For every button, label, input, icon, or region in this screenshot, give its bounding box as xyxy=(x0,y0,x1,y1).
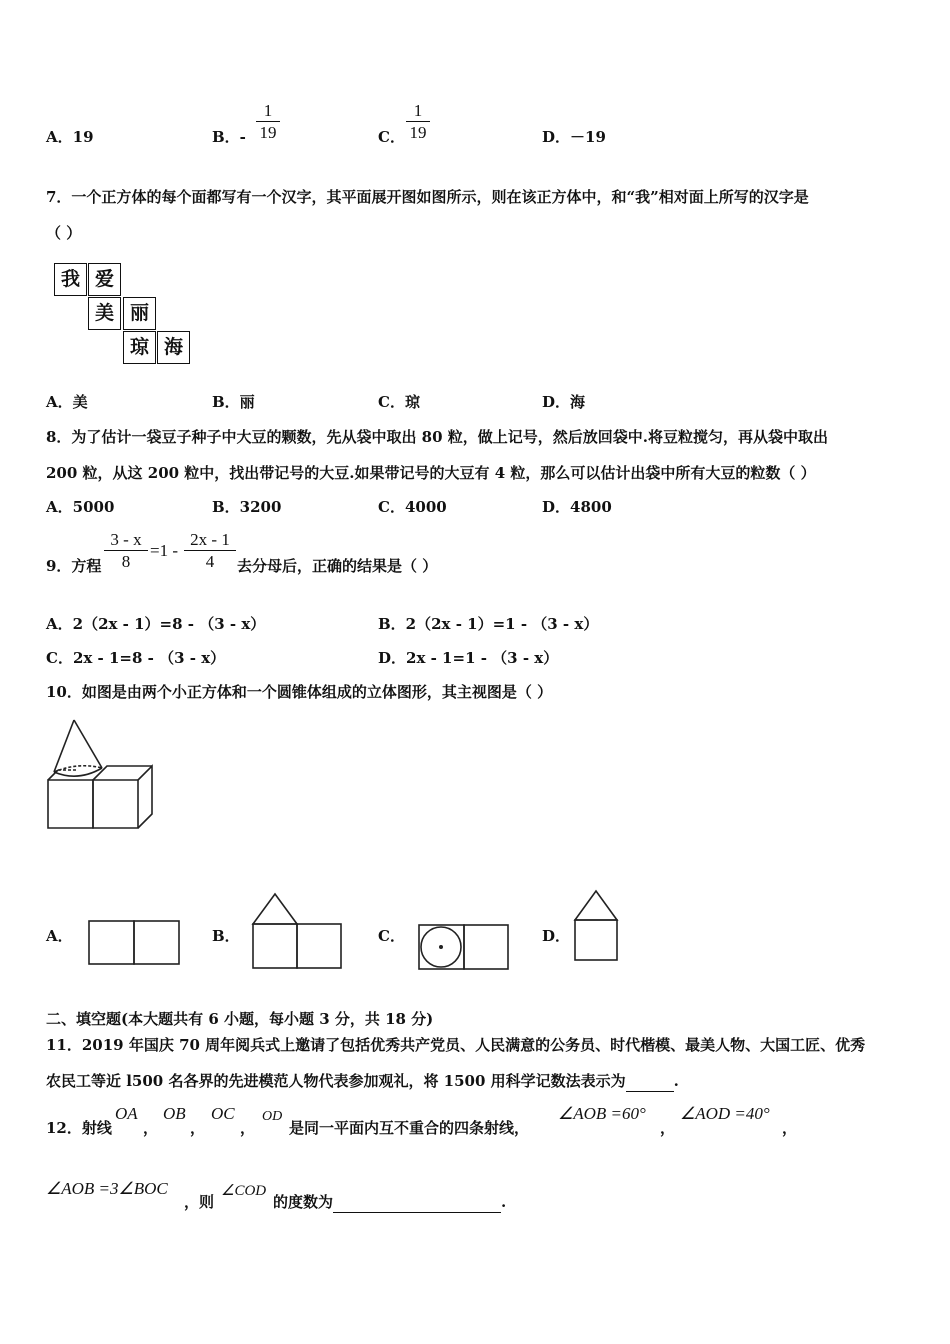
q12-ray-oa: OA xyxy=(115,1104,138,1123)
q11-answer-blank[interactable] xyxy=(626,1071,674,1092)
net-cell: 爱 xyxy=(88,263,121,296)
q10-option-a-figure xyxy=(86,918,182,968)
q8-option-d: D．4800 xyxy=(542,498,612,516)
q7-option-d: D．海 xyxy=(542,393,586,411)
q12-comma: ， xyxy=(240,1119,256,1137)
q6-option-d: D．－19 xyxy=(542,128,606,146)
q10-option-a-label: A． xyxy=(46,927,73,945)
q8-stem-line1: 8．为了估计一袋豆子种子中大豆的颗数，先从袋中取出 80 粒，做上记号，然后放回袋中.将豆粒搅匀，再从袋中取出 xyxy=(46,428,828,446)
net-cell: 丽 xyxy=(123,297,156,330)
q8-option-a: A．5000 xyxy=(46,498,115,516)
q11-stem-text: 农民工等近 l500 名各界的先进模范人物代表参加观礼，将 1500 用科学记数法表示为 xyxy=(46,1072,626,1090)
q6-option-b-fraction: $\frac{1}{19}$ xyxy=(256,101,280,144)
q10-option-c-label: C． xyxy=(378,927,405,945)
q8-option-c: C．4000 xyxy=(378,498,447,516)
q10-option-d-figure xyxy=(571,888,623,964)
q12-ray-ob: OB xyxy=(163,1104,186,1123)
q10-solid-figure xyxy=(44,716,156,831)
q9-option-a: A．2（2x - 1）=8 - （3 - x） xyxy=(46,615,266,633)
q6-option-c: C． xyxy=(378,128,405,146)
q12-answer-blank[interactable] xyxy=(333,1192,501,1213)
q12-then: ，则 xyxy=(184,1193,215,1211)
q12-ask: 的度数为 xyxy=(273,1193,334,1211)
q11-stem-line1: 11．2019 年国庆 70 周年阅兵式上邀请了包括优秀共产党员、人民满意的公务员、时代楷模、最美人物、大国工匠、优秀 xyxy=(46,1036,866,1054)
q6-option-a: A．19 xyxy=(46,128,94,146)
q7-option-b: B．丽 xyxy=(212,393,255,411)
q8-stem-line2: 200 粒，从这 200 粒中，找出带记号的大豆.如果带记号的大豆有 4 粒，那么可以估计出袋中所有大豆的粒数（ ） xyxy=(46,464,816,482)
q12-text: 是同一平面内互不重合的四条射线， xyxy=(289,1119,530,1137)
q12-comma: ， xyxy=(143,1119,159,1137)
q12-comma: ， xyxy=(190,1119,206,1137)
q12-angle-relation: ∠AOB =3∠BOC xyxy=(46,1179,168,1198)
net-cell: 海 xyxy=(157,331,190,364)
q12-angle-aod: ∠AOD =40° xyxy=(680,1104,770,1123)
q9-option-c: C．2x - 1=8 - （3 - x） xyxy=(46,649,226,667)
q9-option-b: B．2（2x - 1）=1 - （3 - x） xyxy=(378,615,599,633)
q9-suffix: 去分母后，正确的结果是（ ） xyxy=(237,557,438,575)
q11-end: . xyxy=(673,1072,679,1090)
q12-end: . xyxy=(501,1193,507,1211)
net-cell: 美 xyxy=(88,297,121,330)
q8-option-b: B．3200 xyxy=(212,498,282,516)
q11-stem-line2 xyxy=(46,1071,679,1092)
section-heading: 二、填空题(本大题共有 6 小题，每小题 3 分，共 18 分) xyxy=(46,1010,434,1028)
q9-equals: =1 - xyxy=(150,541,178,560)
net-cell: 我 xyxy=(54,263,87,296)
q10-option-b-figure xyxy=(249,890,345,972)
q9-option-d: D．2x - 1=1 - （3 - x） xyxy=(378,649,559,667)
q7-paren: （ ） xyxy=(46,224,82,242)
q10-stem: 10．如图是由两个小正方体和一个圆锥体组成的立体图形，其主视图是（ ） xyxy=(46,683,553,701)
q12-angle-aob: ∠AOB =60° xyxy=(558,1104,646,1123)
q7-stem: 7．一个正方体的每个面都写有一个汉字，其平面展开图如图所示，则在该正方体中，和“我”相对面上所写的汉字是 xyxy=(46,188,809,206)
q9-prefix: 9．方程 xyxy=(46,557,102,575)
q12-angle-cod: ∠COD xyxy=(221,1183,267,1199)
q10-option-b-label: B． xyxy=(212,927,240,945)
q7-option-a: A．美 xyxy=(46,393,88,411)
q9-fraction-1: $\frac{3 - x}{8}$ xyxy=(104,530,148,573)
q6-option-b: B．- xyxy=(212,128,246,146)
q10-option-d-label: D． xyxy=(542,927,571,945)
q12-comma: ， xyxy=(782,1119,798,1137)
q9-fraction-2: $\frac{2x - 1}{4}$ xyxy=(184,530,236,573)
net-cell: 琼 xyxy=(123,331,156,364)
q12-prefix: 12．射线 xyxy=(46,1119,112,1137)
q7-option-c: C．琼 xyxy=(378,393,420,411)
q12-ray-od: OD xyxy=(262,1109,283,1124)
q10-option-c-figure xyxy=(416,922,512,972)
q12-ray-oc: OC xyxy=(211,1104,235,1123)
q12-comma: ， xyxy=(660,1119,676,1137)
q6-option-c-fraction: $\frac{1}{19}$ xyxy=(406,101,430,144)
q12-question xyxy=(273,1192,506,1213)
